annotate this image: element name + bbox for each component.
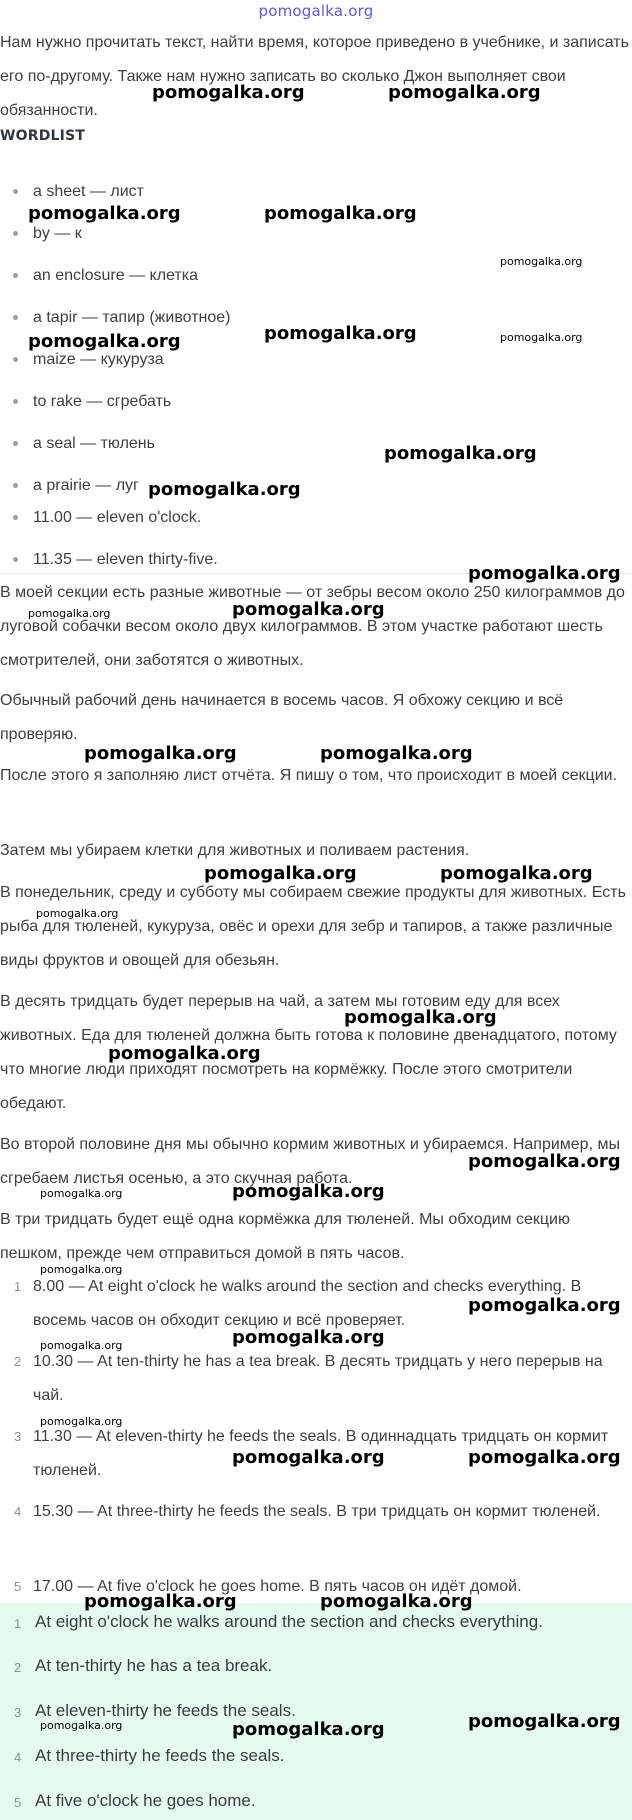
watermark: pomogalka.org <box>388 82 541 103</box>
watermark: pomogalka.org <box>152 82 305 103</box>
bullet-icon <box>13 399 18 404</box>
watermark: pomogalka.org <box>344 1007 497 1028</box>
watermark: pomogalka.org <box>40 1339 123 1352</box>
watermark: pomogalka.org <box>84 1591 237 1612</box>
watermark: pomogalka.org <box>84 743 237 764</box>
bullet-icon <box>13 231 18 236</box>
watermark: pomogalka.org <box>500 255 583 268</box>
watermark: pomogalka.org <box>320 743 473 764</box>
translation-paragraph: После этого я заполняю лист отчёта. Я пишу о том, что происходит в моей секции. <box>0 767 618 784</box>
bullet-icon <box>13 557 18 562</box>
watermark: pomogalka.org <box>440 863 593 884</box>
watermark: pomogalka.org <box>40 1415 123 1428</box>
watermark: pomogalka.org <box>36 907 119 920</box>
watermark: pomogalka.org <box>232 1447 385 1468</box>
watermark: pomogalka.org <box>468 1711 621 1732</box>
watermark: pomogalka.org <box>264 203 417 224</box>
watermark: pomogalka.org <box>148 479 301 500</box>
watermark: pomogalka.org <box>232 1181 385 1202</box>
translation-paragraph: Затем мы убираем клетки для животных и поливаем растения. <box>0 842 470 859</box>
page: pomogalka.org Нам нужно прочитать текст, найти время, которое приведено в учебнике, и записать его по-другому. Также нам нужно записать во сколько Джон выполняет свои обязанности. WORDLIST a sheet — лист by — к an enclosure — клетка a tapir — тапир (животное) maize — кукуруза to rake — сгребать a seal — тюлень a prairie — луг 11.00 — eleven o'clock. 11.35 — eleven thirty-five. В моей секции есть разные животные — от зебры весом около 250 килограммов до луговой собачки весом около двух килограммов. В этом участке работают шесть смотрителей, они заботятся о животных. Обычный рабочий день начинается в восемь часов. Я обхожу секцию и всё проверяю. После этого я заполняю лист отчёта. Я пишу о том, что происходит в моей секции. Затем мы убираем клетки для животных и поливаем растения. В понедельник, среду и субботу мы собираем свежие продукты для животных. Есть рыба для тюленей, кукуруза, овёс и орехи для зебр и тапиров, а также различные виды фруктов и овощей для обезьян. В десять тридцать будет перерыв на чай, а затем мы готовим еду для всех животных. Еда для тюленей должна быть готова к половине двенадцатого, потому что многие люди приходят посмотреть на кормёжку. После этого смотрители обедают. Во второй половине дня мы обычно кормим животных и убираемся. Например, мы сгребаем листья осенью, а это скучная работа. В три тридцать будет ещё одна кормёжка для тюленей. Мы обходим секцию пешком, прежде чем отправиться домой в пять часов. 1 8.00 — At eight o'clock he walks around the section and checks everything. В восемь часов он обходит секцию и всё проверяет. 2 10.30 — At ten-thirty he has a tea break. В десять тридцать у него перерыв на чай. 3 11.30 — At eleven-thirty he feeds the seals. В одиннадцать тридцать он кормит тюленей. 4 15.30 — At three-thirty he feeds the seals. В три тридцать он кормит тюленей. 5 17.00 — At five o'clock he goes home. В пять часов он идёт домой. 1 At eight o'clock he walks around the section and checks everything. 2 At ten-thirty he has a tea break. 3 At eleven-thirty he feeds the seals. 4 At three-thirty he feeds the seals. 5 At five o'clock he goes home. pomogalka.org pomogalka.org pomogalka.org pomogalka.org pomogalka.org pomogalka.org pomogalka.org pomogalka.org pomogalka.org pomogalka.org pomogalka.org pomogalka.org pomogalka.org pomogalka.org pomogalka.org pomogalka.org pomogalka.org pomogalka.org pomogalka.org pomogalka.org pomogalka.org pomogalka.org pomogalka.org pomogalka.org pomogalka.org pomogalka.org pomogalka.org pomogalka.org pomogalka.org pomogalka.org pomogalka.org pomogalka.org pomogalka.org pomogalka.org pomogalka.org <box>0 0 632 1820</box>
watermark: pomogalka.org <box>28 607 111 620</box>
translation-paragraph: В моей секции есть разные животные — от зебры весом около 250 килограммов до луговой собачки весом около двух килограммов. В этом участке работают шесть смотрителей, они заботятся о животных. <box>0 584 625 669</box>
bullet-icon <box>13 315 18 320</box>
watermark: pomogalka.org <box>468 563 621 584</box>
watermark: pomogalka.org <box>28 203 181 224</box>
translation-paragraph: В понедельник, среду и субботу мы собираем свежие продукты для животных. Есть рыба для тюленей, кукуруза, овёс и орехи для зебр и тапиров, а также различные виды фруктов и овощей для обезьян. <box>0 884 626 969</box>
bullet-icon <box>13 441 18 446</box>
wordlist-title: WORDLIST <box>0 128 86 144</box>
site-logo[interactable]: pomogalka.org <box>258 2 374 20</box>
watermark: pomogalka.org <box>40 1719 123 1732</box>
bullet-icon <box>13 483 18 488</box>
translation-paragraph: Во второй половине дня мы обычно кормим животных и убираемся. Например, мы сгребаем листья осенью, а это скучная работа. <box>0 1136 620 1187</box>
watermark: pomogalka.org <box>384 443 537 464</box>
watermark: pomogalka.org <box>108 1043 261 1064</box>
watermark: pomogalka.org <box>40 1187 123 1200</box>
translation-paragraph: Обычный рабочий день начинается в восемь часов. Я обхожу секцию и всё проверяю. <box>0 692 564 743</box>
bullet-icon <box>13 273 18 278</box>
watermark: pomogalka.org <box>264 323 417 344</box>
watermark: pomogalka.org <box>232 1719 385 1740</box>
intro-text: Нам нужно прочитать текст, найти время, которое приведено в учебнике, и записать его по-другому. Также нам нужно записать во сколько Джон выполняет свои обязанности. <box>0 34 629 119</box>
watermark: pomogalka.org <box>468 1295 621 1316</box>
watermark: pomogalka.org <box>232 1327 385 1348</box>
watermark: pomogalka.org <box>40 1263 123 1276</box>
watermark: pomogalka.org <box>500 331 583 344</box>
translation-paragraph: В три тридцать будет ещё одна кормёжка для тюленей. Мы обходим секцию пешком, прежде чем отправиться домой в пять часов. <box>0 1211 570 1262</box>
watermark: pomogalka.org <box>28 331 181 352</box>
translation-paragraph: В десять тридцать будет перерыв на чай, а затем мы готовим еду для всех животных. Еда для тюленей должна быть готова к половине двенадцатого, потому что многие люди приходят посмотреть на кормёжку. После этого смотрители обедают. <box>0 993 617 1112</box>
answer-box: 1 At eight o'clock he walks around the section and checks everything. 2 At ten-thirty he has a tea break. 3 At eleven-thirty he feeds the seals. 4 At three-thirty he feeds the seals. 5 At five o'clock he goes home. <box>0 1603 632 1820</box>
watermark: pomogalka.org <box>320 1591 473 1612</box>
bullet-icon <box>13 189 18 194</box>
watermark: pomogalka.org <box>468 1151 621 1172</box>
watermark: pomogalka.org <box>468 1447 621 1468</box>
bullet-icon <box>13 515 18 520</box>
bullet-icon <box>13 357 18 362</box>
watermark: pomogalka.org <box>232 599 385 620</box>
watermark: pomogalka.org <box>204 863 357 884</box>
